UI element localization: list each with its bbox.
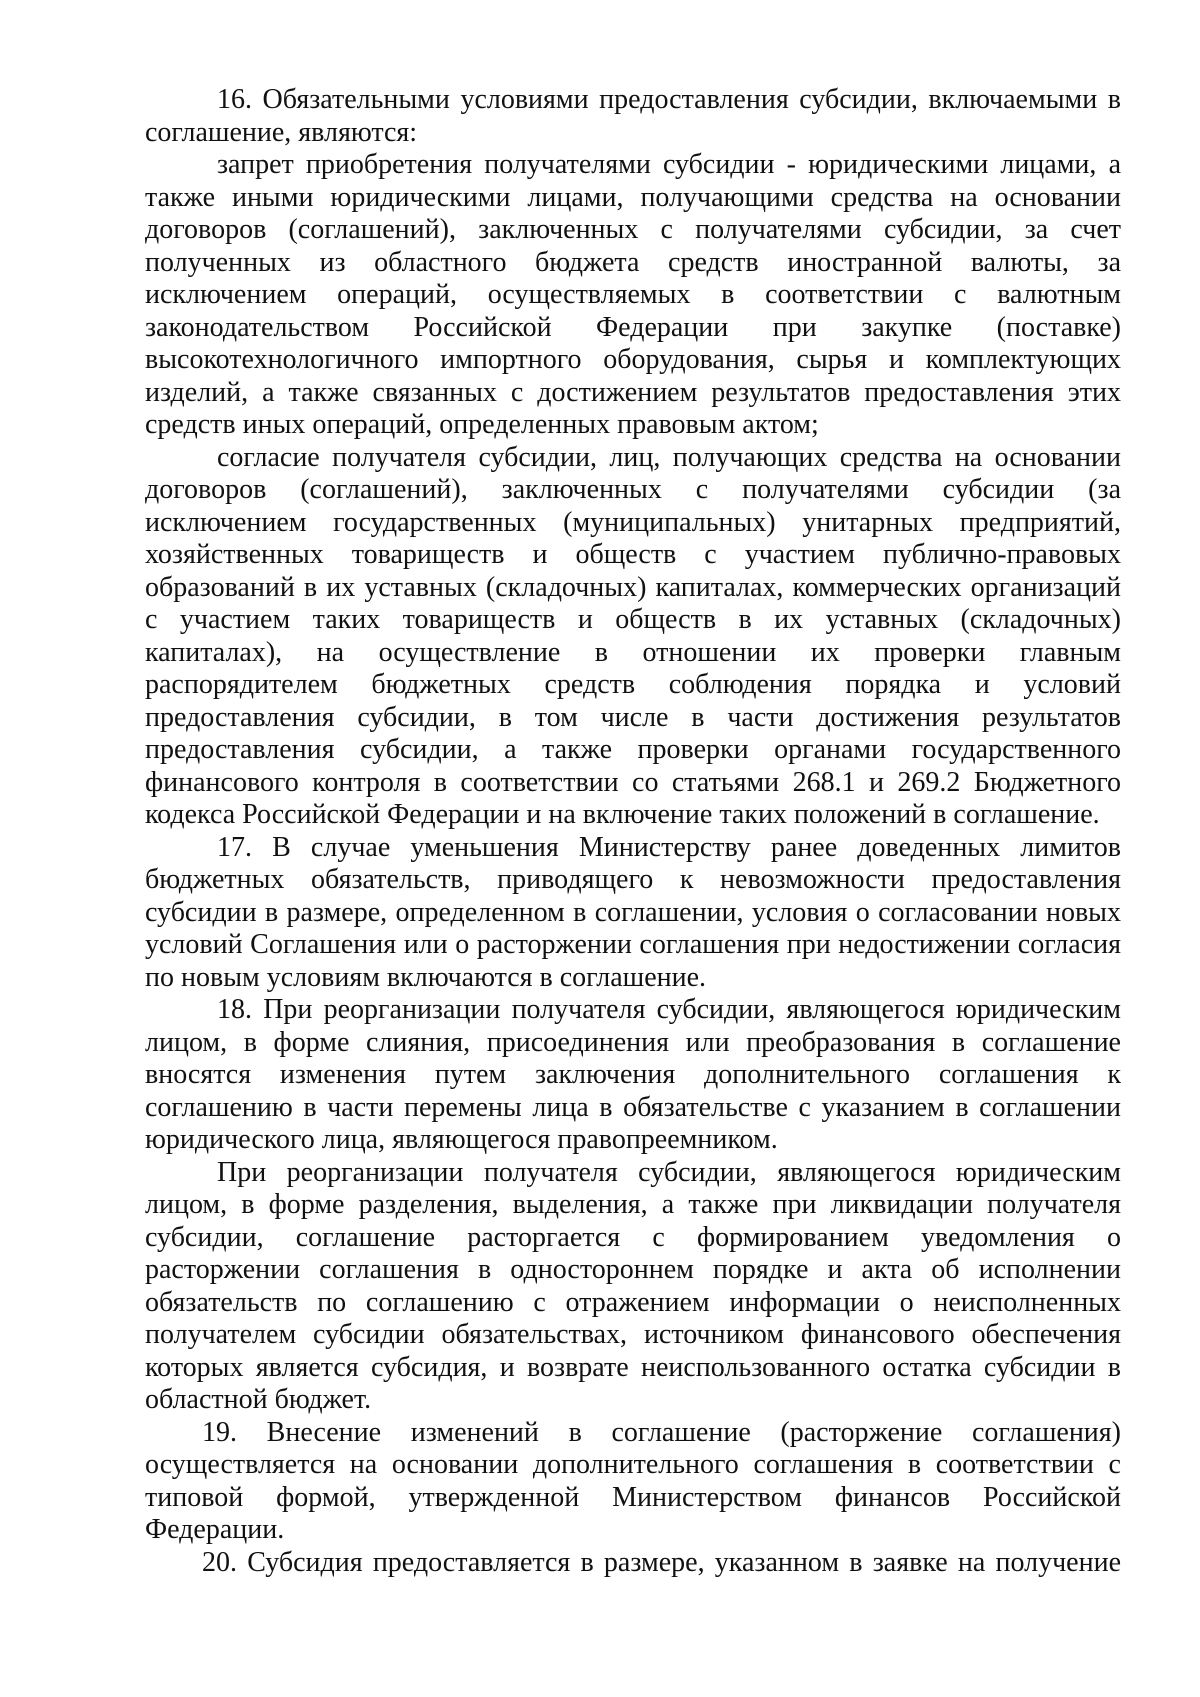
paragraph-17: 17. В случае уменьшения Министерству ранее доведенных лимитов бюджетных обязательств, приводящего к невозможности предоставления субсидии в размере, определенном в соглашении, условия о согласовании новых условий Соглашения или о расторжении соглашения при недостижении согласия по новым условиям включаются в соглашение. bbox=[145, 831, 1121, 993]
paragraph-19: 19. Внесение изменений в соглашение (расторжение соглашения) осуществляется на основании дополнительного соглашения в соответствии с типовой формой, утвержденной Министерством финансов Российской Федерации. bbox=[145, 1416, 1121, 1545]
paragraph-16: 16. Обязательными условиями предоставления субсидии, включаемыми в соглашение, являются: bbox=[145, 84, 1121, 148]
paragraph-16-consent-audit: согласие получателя субсидии, лиц, получающих средства на основании договоров (соглашений), заключенных с получателями субсидии (за исключением государственных (муниципальных) унитарных предприятий, хозяйственных товариществ и обществ с участием публично-правовых образований в их уставных (складочных) капиталах, коммерческих организаций с участием таких товариществ и обществ в их уставных (складочных) капиталах), на осуществление в отношении их проверки главным распорядителем бюджетных средств соблюдения порядка и условий предоставления субсидии, в том числе в части достижения результатов предоставления субсидии, а также проверки органами государственного финансового контроля в соответствии со статьями 268.1 и 269.2 Бюджетного кодекса Российской Федерации и на включение таких положений в соглашение. bbox=[145, 441, 1121, 830]
document-body bbox=[145, 84, 1121, 1579]
paragraph-18: 18. При реорганизации получателя субсидии, являющегося юридическим лицом, в форме слияния, присоединения или преобразования в соглашение вносятся изменения путем заключения дополнительного соглашения к соглашению в части перемены лица в обязательстве с указанием в соглашении юридического лица, являющегося правопреемником. bbox=[145, 994, 1121, 1155]
paragraph-18-reorganization: При реорганизации получателя субсидии, являющегося юридическим лицом, в форме разделения, выделения, а также при ликвидации получателя субсидии, соглашение расторгается с формированием уведомления о расторжении соглашения в одностороннем порядке и акта об исполнении обязательств по соглашению с отражением информации о неисполненных получателем субсидии обязательствах, источником финансового обеспечения которых является субсидия, и возврате неиспользованного остатка субсидии в областной бюджет. bbox=[145, 1156, 1121, 1415]
paragraph-20: 20. Субсидия предоставляется в размере, указанном в заявке на получение bbox=[202, 1546, 1121, 1578]
paragraph-16-ban-currency: запрет приобретения получателями субсидии - юридическими лицами, а также иными юридическими лицами, получающими средства на основании договоров (соглашений), заключенных с получателями субсидии, за счет полученных из областного бюджета средств иностранной валюты, за исключением операций, осуществляемых в соответствии с валютным законодательством Российской Федерации при закупке (поставке) высокотехнологичного импортного оборудования, сырья и комплектующих изделий, а также связанных с достижением результатов предоставления этих средств иных операций, определенных правовым актом; bbox=[145, 149, 1121, 440]
